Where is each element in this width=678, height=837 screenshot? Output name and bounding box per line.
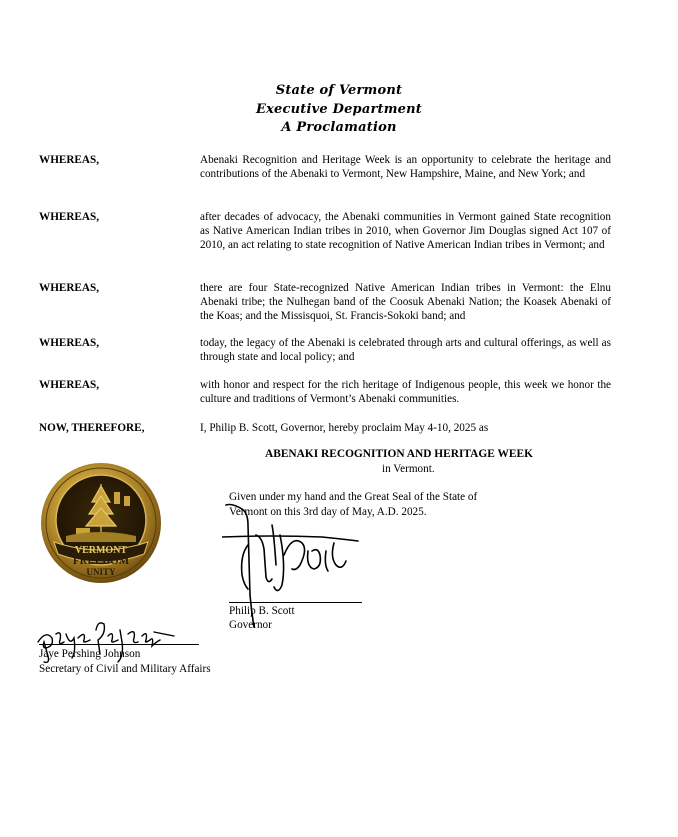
clause-text: after decades of advocacy, the Abenaki communities in Vermont gained State recognition as Native American Indian tribes in 2010, when Governor Jim Douglas signed Act 107 of 2010, an act relating to state recognition of Native American Indian tribes in Vermont; and — [200, 211, 611, 251]
clause-label: WHEREAS, — [39, 154, 99, 166]
secretary-name: Jaye Pershing Johnson — [39, 648, 141, 660]
clause-label: WHEREAS, — [39, 282, 99, 294]
clause-text: there are four State-recognized Native American Indian tribes in Vermont: the Elnu Abenaki tribe; the Nulhegan band of the Coosuk Abenaki Nation; the Koasek Abenaki of the Koas; and the Missisquoi, St. Francis-Sokoki band; and — [200, 282, 611, 322]
document-header — [0, 82, 678, 138]
clause-text: today, the legacy of the Abenaki is celebrated through arts and cultural offerings, as well as through state and local policy; and — [200, 337, 611, 363]
secretary-signature-line — [39, 644, 199, 645]
clause-label: WHEREAS, — [39, 379, 99, 391]
clause-label: NOW, THEREFORE, — [39, 422, 145, 434]
great-seal-icon — [40, 462, 162, 589]
clause-text: with honor and respect for the rich heritage of Indigenous people, this week we honor the culture and traditions of Vermont’s Abenaki communities. — [200, 379, 611, 405]
given-statement — [229, 490, 477, 520]
header-state: State of Vermont — [275, 83, 403, 98]
seal-banner-text: VERMONT — [74, 545, 128, 556]
clause-text: I, Philip B. Scott, Governor, hereby proclaim May 4-10, 2025 as — [200, 422, 489, 434]
proclaimed-title: ABENAKI RECOGNITION AND HERITAGE WEEK — [265, 448, 533, 460]
governor-name: Philip B. Scott — [229, 605, 295, 617]
header-proclamation: A Proclamation — [281, 120, 397, 135]
clause-label: WHEREAS, — [39, 337, 99, 349]
header-department: Executive Department — [256, 101, 422, 117]
given-line-1: Given under my hand and the Great Seal of the State of — [229, 491, 478, 503]
seal-motto-freedom: FREEDOM — [72, 555, 130, 567]
clause-text: Abenaki Recognition and Heritage Week is an opportunity to celebrate the heritage and contributions of the Abenaki to Vermont, New Hampshire, Maine, and New York; and — [200, 154, 611, 180]
governor-signature-line — [229, 602, 362, 603]
secretary-block — [39, 647, 211, 676]
given-line-2: Vermont on this 3rd day of May, A.D. 2025. — [229, 506, 427, 518]
governor-title: Governor — [229, 619, 272, 631]
secretary-title: Secretary of Civil and Military Affairs — [39, 662, 211, 675]
proclaimed-suffix: in Vermont. — [382, 463, 435, 475]
seal-motto-unity: UNITY — [86, 567, 116, 577]
clause-label: WHEREAS, — [39, 211, 99, 223]
governor-block — [229, 604, 295, 632]
